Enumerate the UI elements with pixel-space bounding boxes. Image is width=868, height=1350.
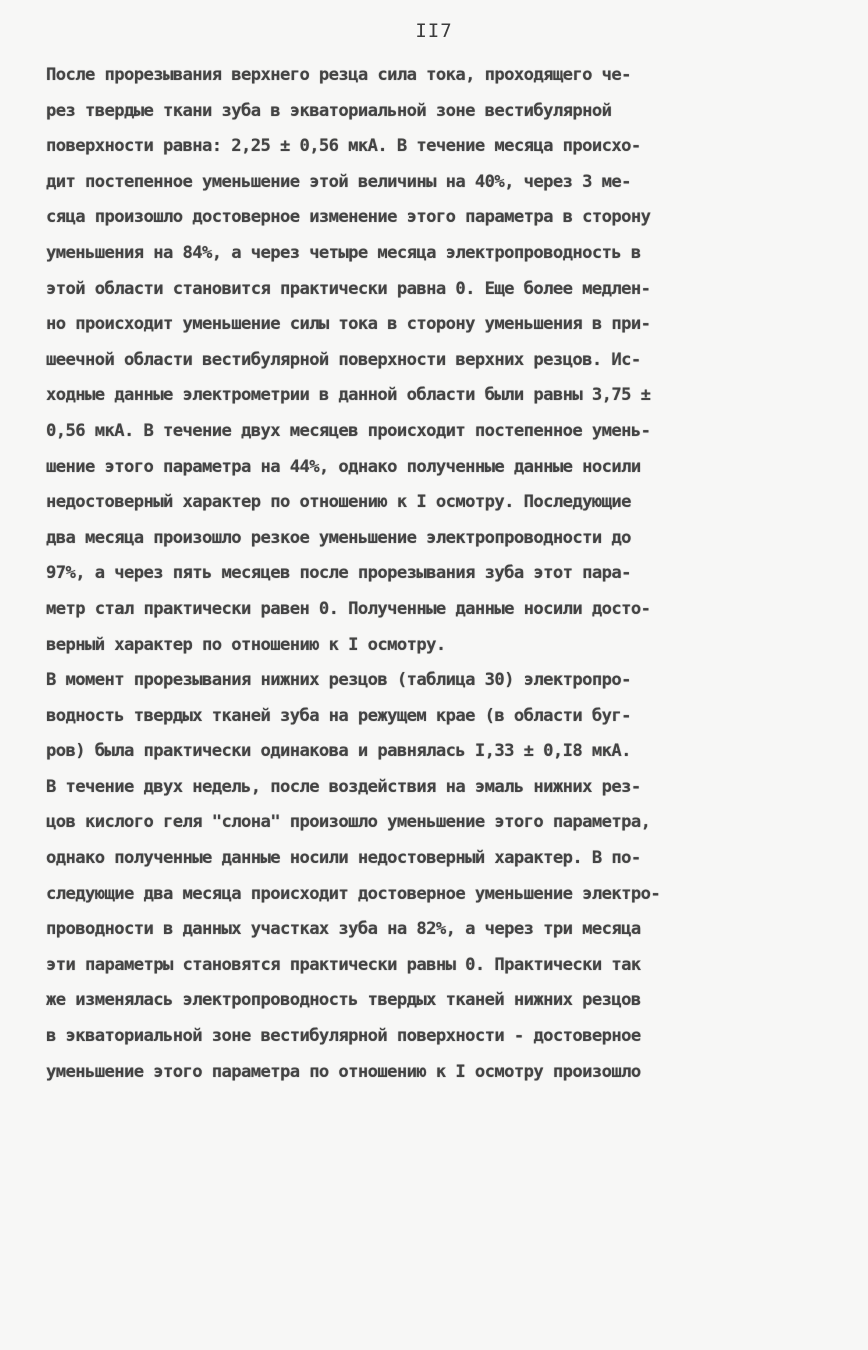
text-line: верный характер по отношению к I осмотру.: [46, 634, 446, 655]
text-line: 0,56 мкА. В течение двух месяцев происходит постепенное умень-: [46, 420, 651, 441]
text-line: однако полученные данные носили недостоверный характер. В по-: [46, 848, 641, 869]
text-line: поверхности равна: 2,25 ± 0,56 мкА. В течение месяца происхо-: [46, 136, 641, 157]
text-line: проводности в данных участках зуба на 82%, а через три месяца: [46, 919, 641, 940]
body-text: [46, 58, 816, 1090]
text-line: цов кислого геля "слона" произошло уменьшение этого параметра,: [46, 812, 651, 833]
text-line: дит постепенное уменьшение этой величины на 40%, через 3 ме-: [46, 171, 631, 192]
text-line: ров) была практически одинакова и равнялась I,33 ± 0,I8 мкА.: [46, 741, 631, 762]
text-line: После прорезывания верхнего резца сила тока, проходящего че-: [46, 65, 631, 85]
text-line: ходные данные электрометрии в данной области были равны 3,75 ±: [46, 385, 651, 406]
text-line: В течение двух недель, после воздействия на эмаль нижних рез-: [46, 776, 641, 797]
text-line: этой области становится практически равна 0. Еще более медлен-: [46, 278, 651, 299]
text-line: 97%, а через пять месяцев после прорезывания зуба этот пара-: [46, 563, 631, 584]
text-line: В момент прорезывания нижних резцов (таблица 30) электропро-: [46, 670, 631, 691]
text-line: шеечной области вестибулярной поверхности верхних резцов. Ис-: [46, 349, 641, 370]
page-number: II7: [415, 20, 453, 42]
text-line: но происходит уменьшение силы тока в сторону уменьшения в при-: [46, 314, 651, 335]
text-line: два месяца произошло резкое уменьшение электропроводности до: [46, 527, 631, 548]
text-line: рез твердые ткани зуба в экваториальной зоне вестибулярной: [46, 100, 612, 121]
text-line: уменьшения на 84%, а через четыре месяца электропроводность в: [46, 242, 641, 263]
text-line: же изменялась электропроводность твердых тканей нижних резцов: [46, 990, 641, 1011]
text-line: шение этого параметра на 44%, однако полученные данные носили: [46, 456, 641, 477]
text-line: в экваториальной зоне вестибулярной поверхности - достоверное: [46, 1026, 641, 1047]
text-line: уменьшение этого параметра по отношению к I осмотру произошло: [46, 1061, 641, 1082]
text-line: сяца произошло достоверное изменение этого параметра в сторону: [46, 207, 651, 228]
text-line: метр стал практически равен 0. Полученные данные носили досто-: [46, 598, 651, 619]
text-line: эти параметры становятся практически равны 0. Практически так: [46, 954, 641, 975]
text-line: следующие два месяца происходит достоверное уменьшение электро-: [46, 883, 661, 904]
text-line: водность твердых тканей зуба на режущем крае (в области буг-: [46, 705, 631, 726]
text-line: недостоверный характер по отношению к I осмотру. Последующие: [46, 492, 631, 513]
